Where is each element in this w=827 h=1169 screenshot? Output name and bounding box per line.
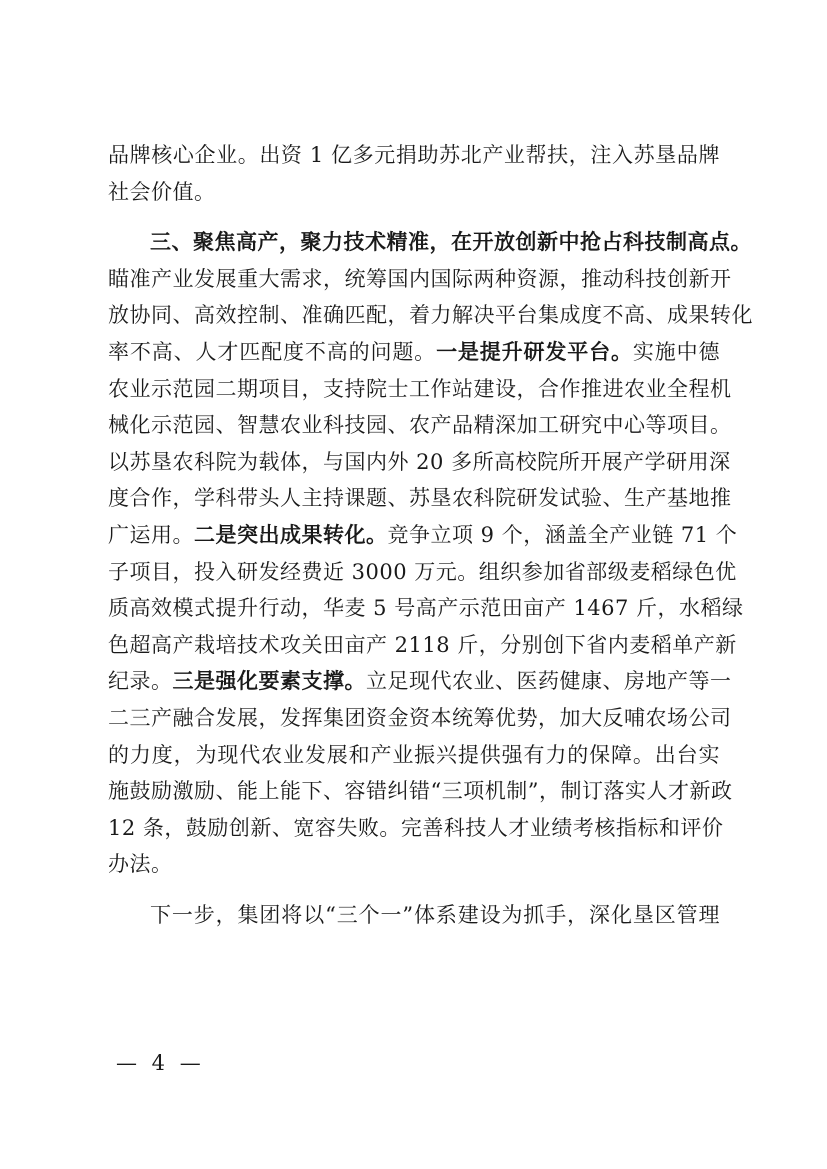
text-line bbox=[108, 334, 720, 371]
page-number: — 4 — bbox=[116, 1051, 205, 1075]
text-line: 农业示范园二期项目，支持院士工作站建设，合作推进农业全程机 bbox=[108, 376, 732, 401]
text-line: 的力度，为现代农业发展和产业振兴提供强有力的保障。出台实 bbox=[108, 742, 720, 767]
text-segment: 纪录。 bbox=[108, 669, 173, 694]
bold-subheading: 二是突出成果转化。 bbox=[194, 522, 388, 547]
document-body bbox=[108, 137, 753, 933]
text-line bbox=[108, 663, 732, 700]
text-line: 社会价值。 bbox=[108, 179, 216, 204]
section-heading: 三、聚焦高产，聚力技术精准，在开放创新中抢占科技制高点。 bbox=[150, 230, 752, 255]
text-line: 质高效模式提升行动，华麦 5 号高产示范田亩产 1467 斤，水稻绿 bbox=[108, 596, 744, 621]
bold-subheading: 一是提升研发平台。 bbox=[436, 339, 633, 364]
text-line: 二三产融合发展，发挥集团资金资本统筹优势，加大反哺农场公司 bbox=[108, 705, 732, 730]
text-segment: 广运用。 bbox=[108, 522, 194, 547]
text-segment: 竞争立项 9 个，涵盖全产业链 71 个 bbox=[387, 522, 738, 547]
text-line: 施鼓励激励、能上能下、容错纠错“三项机制”，制订落实人才新政 bbox=[108, 779, 733, 804]
text-line: 瞄准产业发展重大需求，统筹国内国际两种资源，推动科技创新开 bbox=[108, 266, 732, 291]
text-line: 品牌核心企业。出资 1 亿多元捐助苏北产业帮扶，注入苏垦品牌 bbox=[108, 143, 720, 167]
bold-subheading: 三是强化要素支撑。 bbox=[172, 669, 366, 694]
text-line: 放协同、高效控制、准确匹配，着力解决平台集成度不高、成果转化 bbox=[108, 303, 753, 328]
text-segment: 率不高、人才匹配度不高的问题。 bbox=[108, 339, 437, 364]
text-line: 下一步，集团将以“三个一”体系建设为抓手，深化垦区管理 bbox=[150, 902, 720, 927]
text-segment: 立足现代农业、医药健康、房地产等一 bbox=[366, 669, 732, 694]
text-line: 办法。 bbox=[108, 852, 173, 877]
text-line: 子项目，投入研发经费近 3000 万元。组织参加省部级麦稻绿色优 bbox=[108, 559, 737, 584]
text-segment: 实施中德 bbox=[632, 339, 721, 364]
text-line: 12 条，鼓励创新、宽容失败。完善科技人才业绩考核指标和评价 bbox=[108, 815, 724, 840]
text-line bbox=[108, 517, 738, 554]
text-line: 度合作，学科带头人主持课题、苏垦农科院研发试验、生产基地推 bbox=[108, 486, 732, 511]
text-line: 械化示范园、智慧农业科技园、农产品精深加工研究中心等项目。 bbox=[108, 413, 732, 438]
text-line: 色超高产栽培技术攻关田亩产 2118 斤，分别创下省内麦稻单产新 bbox=[108, 632, 737, 657]
text-line: 以苏垦农科院为载体，与国内外 20 多所高校院所开展产学研用深 bbox=[108, 449, 731, 474]
